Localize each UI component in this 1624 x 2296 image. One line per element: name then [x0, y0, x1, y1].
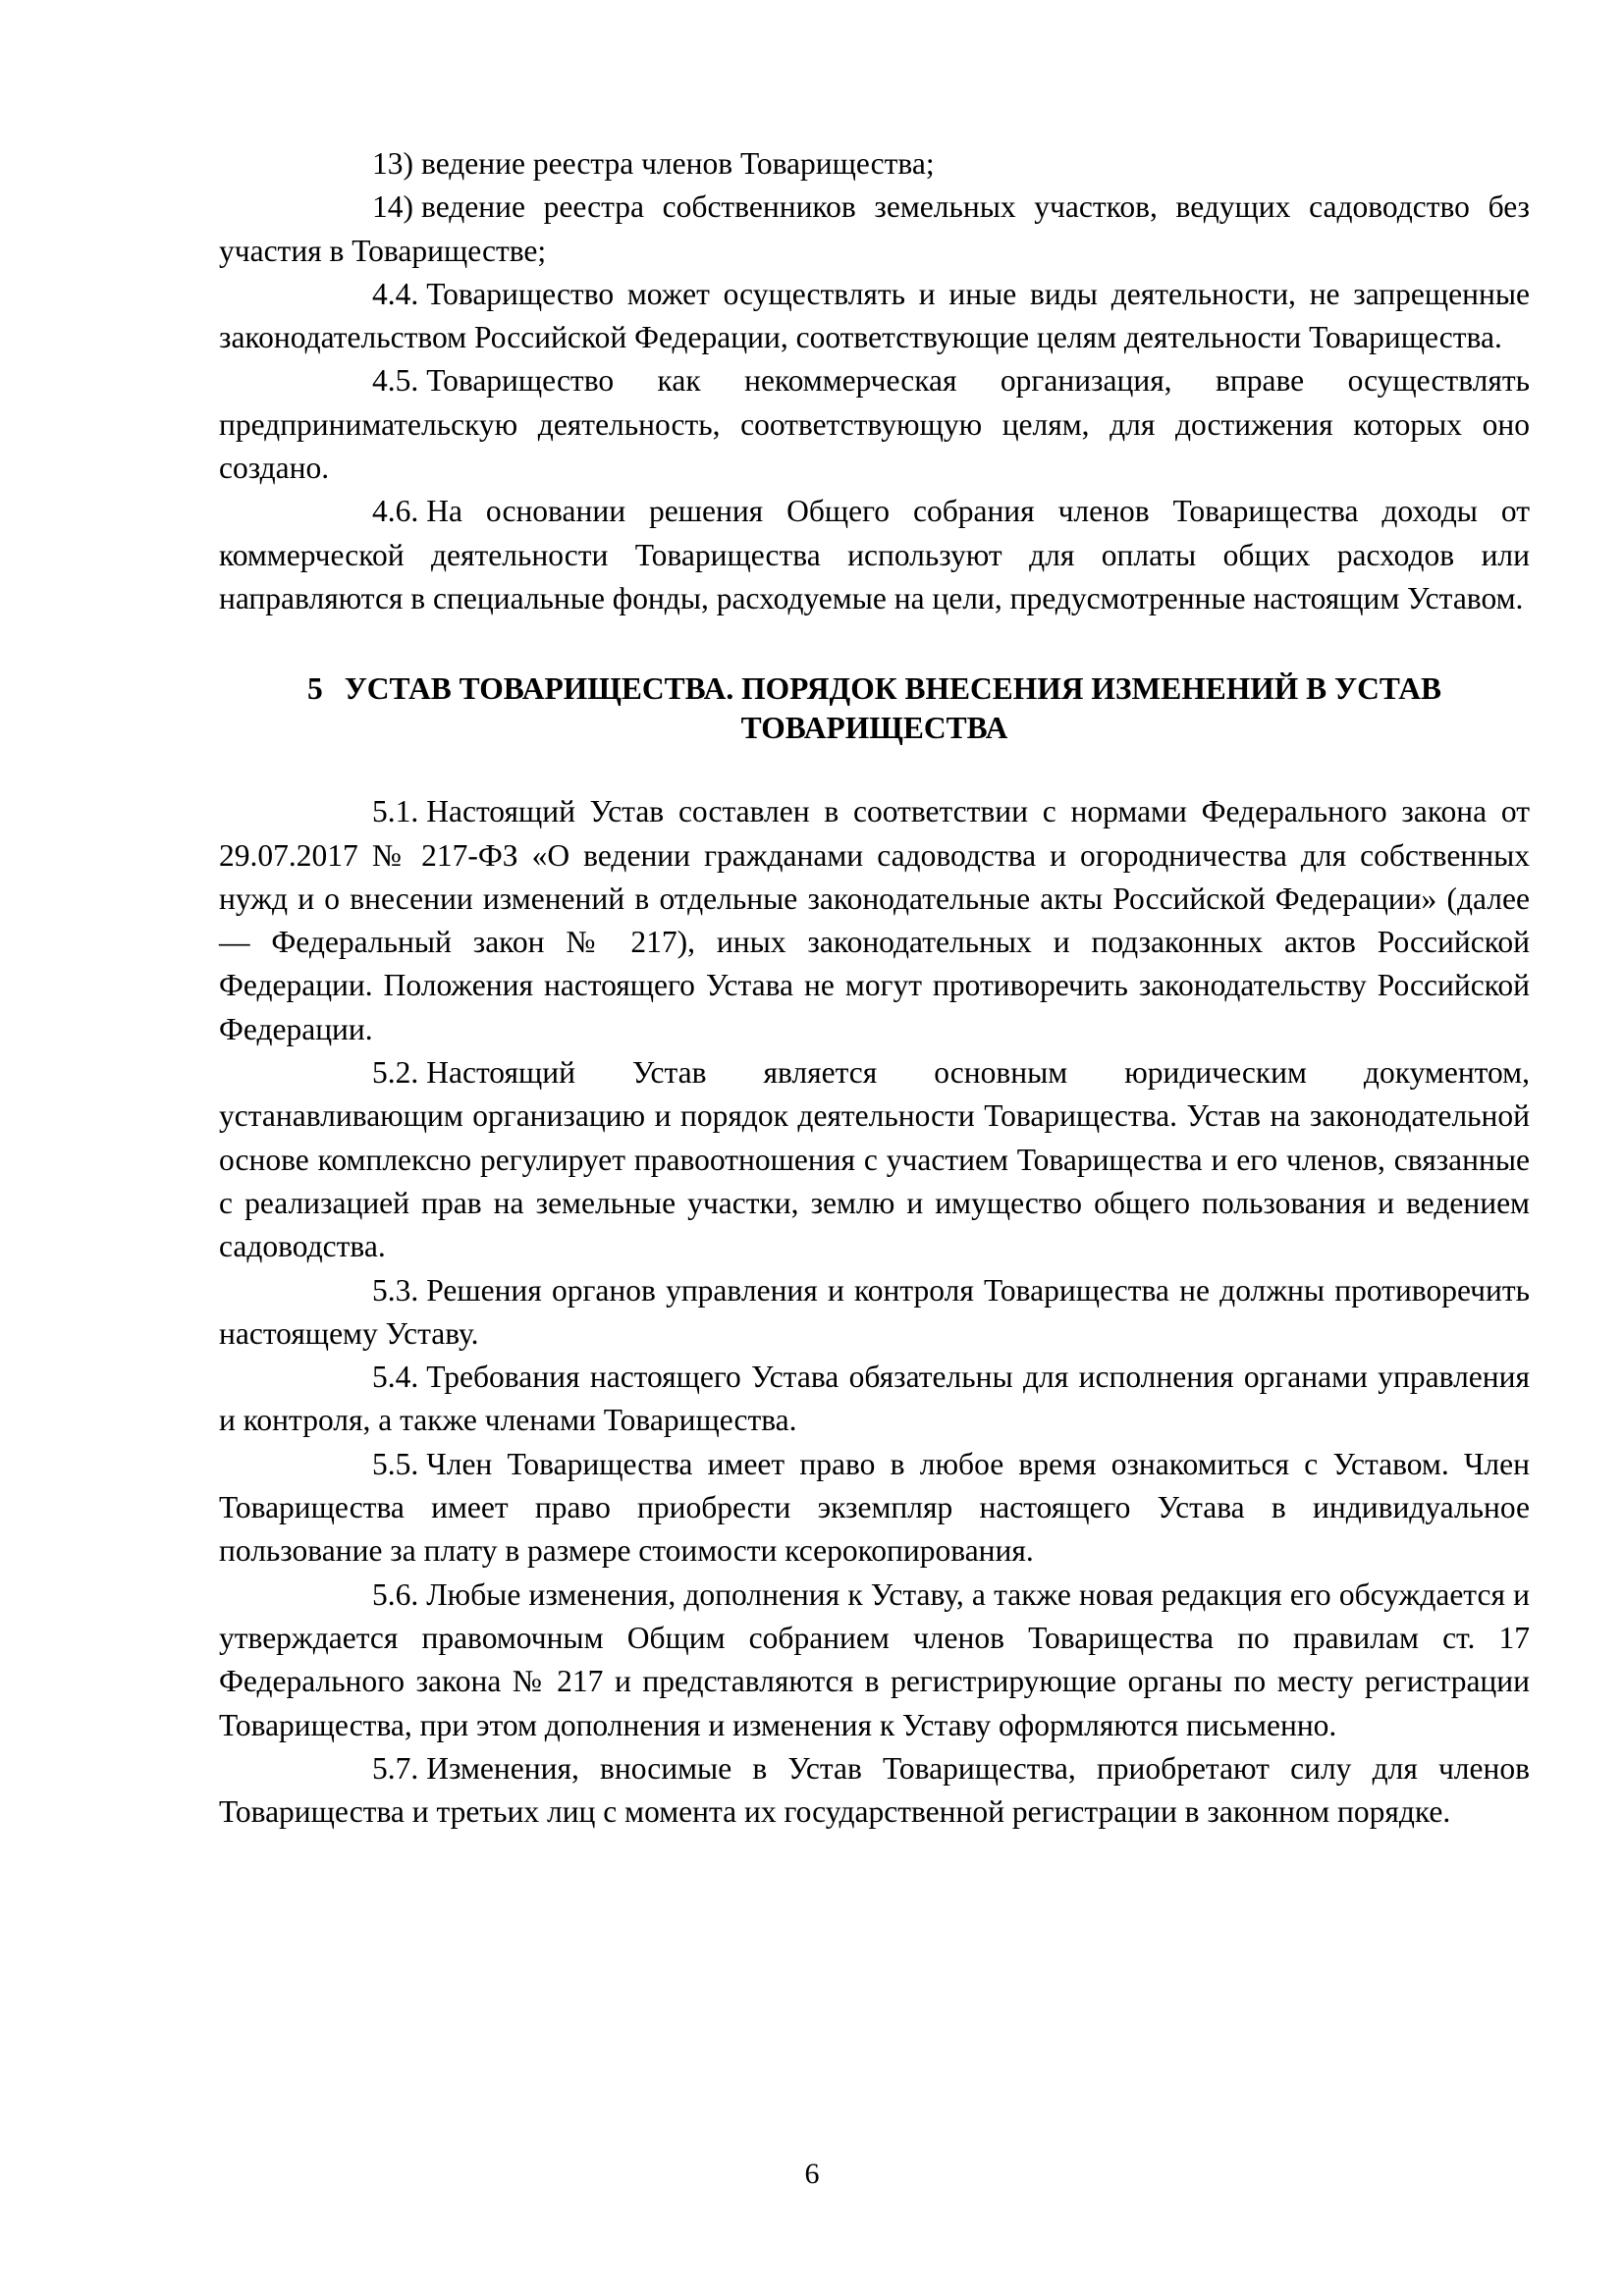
paragraph-text: ведение реестра членов Товарищества;	[421, 146, 935, 181]
paragraph-text: Требования настоящего Устава обязательны для исполнения органами управления и контроля, а также членами Товарищества.	[219, 1360, 1530, 1438]
paragraph-number: 5.2.	[372, 1055, 419, 1091]
paragraph-5-5	[219, 1443, 1530, 1574]
paragraph-text: ведение реестра собственников земельных участков, ведущих садоводство без участия в Товариществе;	[219, 189, 1530, 268]
paragraph-number: 5.3.	[372, 1272, 419, 1308]
paragraph-5-2	[219, 1051, 1530, 1268]
paragraph-number: 5.4.	[372, 1360, 419, 1395]
paragraph-number: 5.6.	[372, 1576, 419, 1612]
paragraph-number: 4.5.	[372, 363, 419, 399]
page-number: 6	[804, 2158, 820, 2190]
section-5-body	[219, 790, 1530, 1834]
paragraph-text: Изменения, вносимые в Устав Товарищества, приобретают силу для членов Товарищества и третьих лиц с момента их государственной регистрации в законном порядке.	[219, 1750, 1530, 1830]
paragraph-text: На основании решения Общего собрания членов Товарищества доходы от коммерческой деятельности Товарищества используют для оплаты общих расходов или направляются в специальные фонды, расходуемые на цели, предусмотренные настоящим Уставом.	[219, 494, 1530, 615]
paragraph-text: Любые изменения, дополнения к Уставу, а также новая редакция его обсуждается и утверждается правомочным Общим собранием членов Товарищества по правилам ст. 17 Федерального закона № 217 и представляются в регистрирующие органы по месту регистрации Товарищества, при этом дополнения и изменения к Уставу оформляются письменно.	[219, 1576, 1530, 1742]
paragraph-text: Решения органов управления и контроля Товарищества не должны противоречить настоящему Уставу.	[219, 1272, 1530, 1351]
paragraph-5-4	[219, 1356, 1530, 1443]
paragraph-text: Товарищество как некоммерческая организация, вправе осуществлять предпринимательскую деятельность, соответствующую целям, для достижения которых оно создано.	[219, 363, 1530, 486]
section-4-continuation	[219, 142, 1530, 620]
paragraph-4-4	[219, 273, 1530, 360]
paragraph-14	[219, 186, 1530, 273]
paragraph-text: Настоящий Устав является основным юридическим документом, устанавливающим организацию и порядок деятельности Товарищества. Устав на законодательной основе комплексно регулирует правоотношения с участием Товарищества и его членов, связанные с реализацией прав на земельные участки, землю и имущество общего пользования и ведением садоводства.	[219, 1055, 1530, 1264]
paragraph-5-6	[219, 1574, 1530, 1747]
paragraph-number: 13)	[372, 146, 413, 181]
paragraph-5-3	[219, 1269, 1530, 1357]
paragraph-5-1	[219, 790, 1530, 1051]
paragraph-5-7	[219, 1747, 1530, 1835]
paragraph-number: 5.1.	[372, 794, 419, 829]
paragraph-13	[219, 142, 1530, 186]
paragraph-number: 4.6.	[372, 494, 419, 529]
section-5-heading	[219, 669, 1530, 748]
paragraph-4-6	[219, 490, 1530, 620]
paragraph-number: 5.7.	[372, 1750, 419, 1786]
paragraph-4-5	[219, 359, 1530, 490]
paragraph-text: Товарищество может осуществлять и иные виды деятельности, не запрещенные законодательством Российской Федерации, соответствующие целям деятельности Товарищества.	[219, 276, 1530, 355]
paragraph-number: 14)	[372, 189, 413, 225]
section-number: 5	[306, 671, 323, 707]
paragraph-text: Настоящий Устав составлен в соответствии с нормами Федерального закона от 29.07.2017 № 217-ФЗ «О ведении гражданами садоводства и огородничества для собственных нужд и о внесении изменений в отдельные законодательные акты Российской Федерации» (далее — Федеральный закон № 217), иных законодательных и подзаконных актов Российской Федерации. Положения настоящего Устава не могут противоречить законодательству Российской Федерации.	[219, 794, 1530, 1046]
paragraph-number: 4.4.	[372, 276, 419, 311]
paragraph-number: 5.5.	[372, 1446, 419, 1481]
section-title: УСТАВ ТОВАРИЩЕСТВА. ПОРЯДОК ВНЕСЕНИЯ ИЗМЕНЕНИЙ В УСТАВ ТОВАРИЩЕСТВА	[344, 671, 1442, 746]
document-page	[219, 142, 1530, 1834]
paragraph-text: Член Товарищества имеет право в любое время ознакомиться с Уставом. Член Товарищества имеет право приобрести экземпляр настоящего Устава в индивидуальное пользование за плату в размере стоимости ксерокопирования.	[219, 1446, 1530, 1569]
